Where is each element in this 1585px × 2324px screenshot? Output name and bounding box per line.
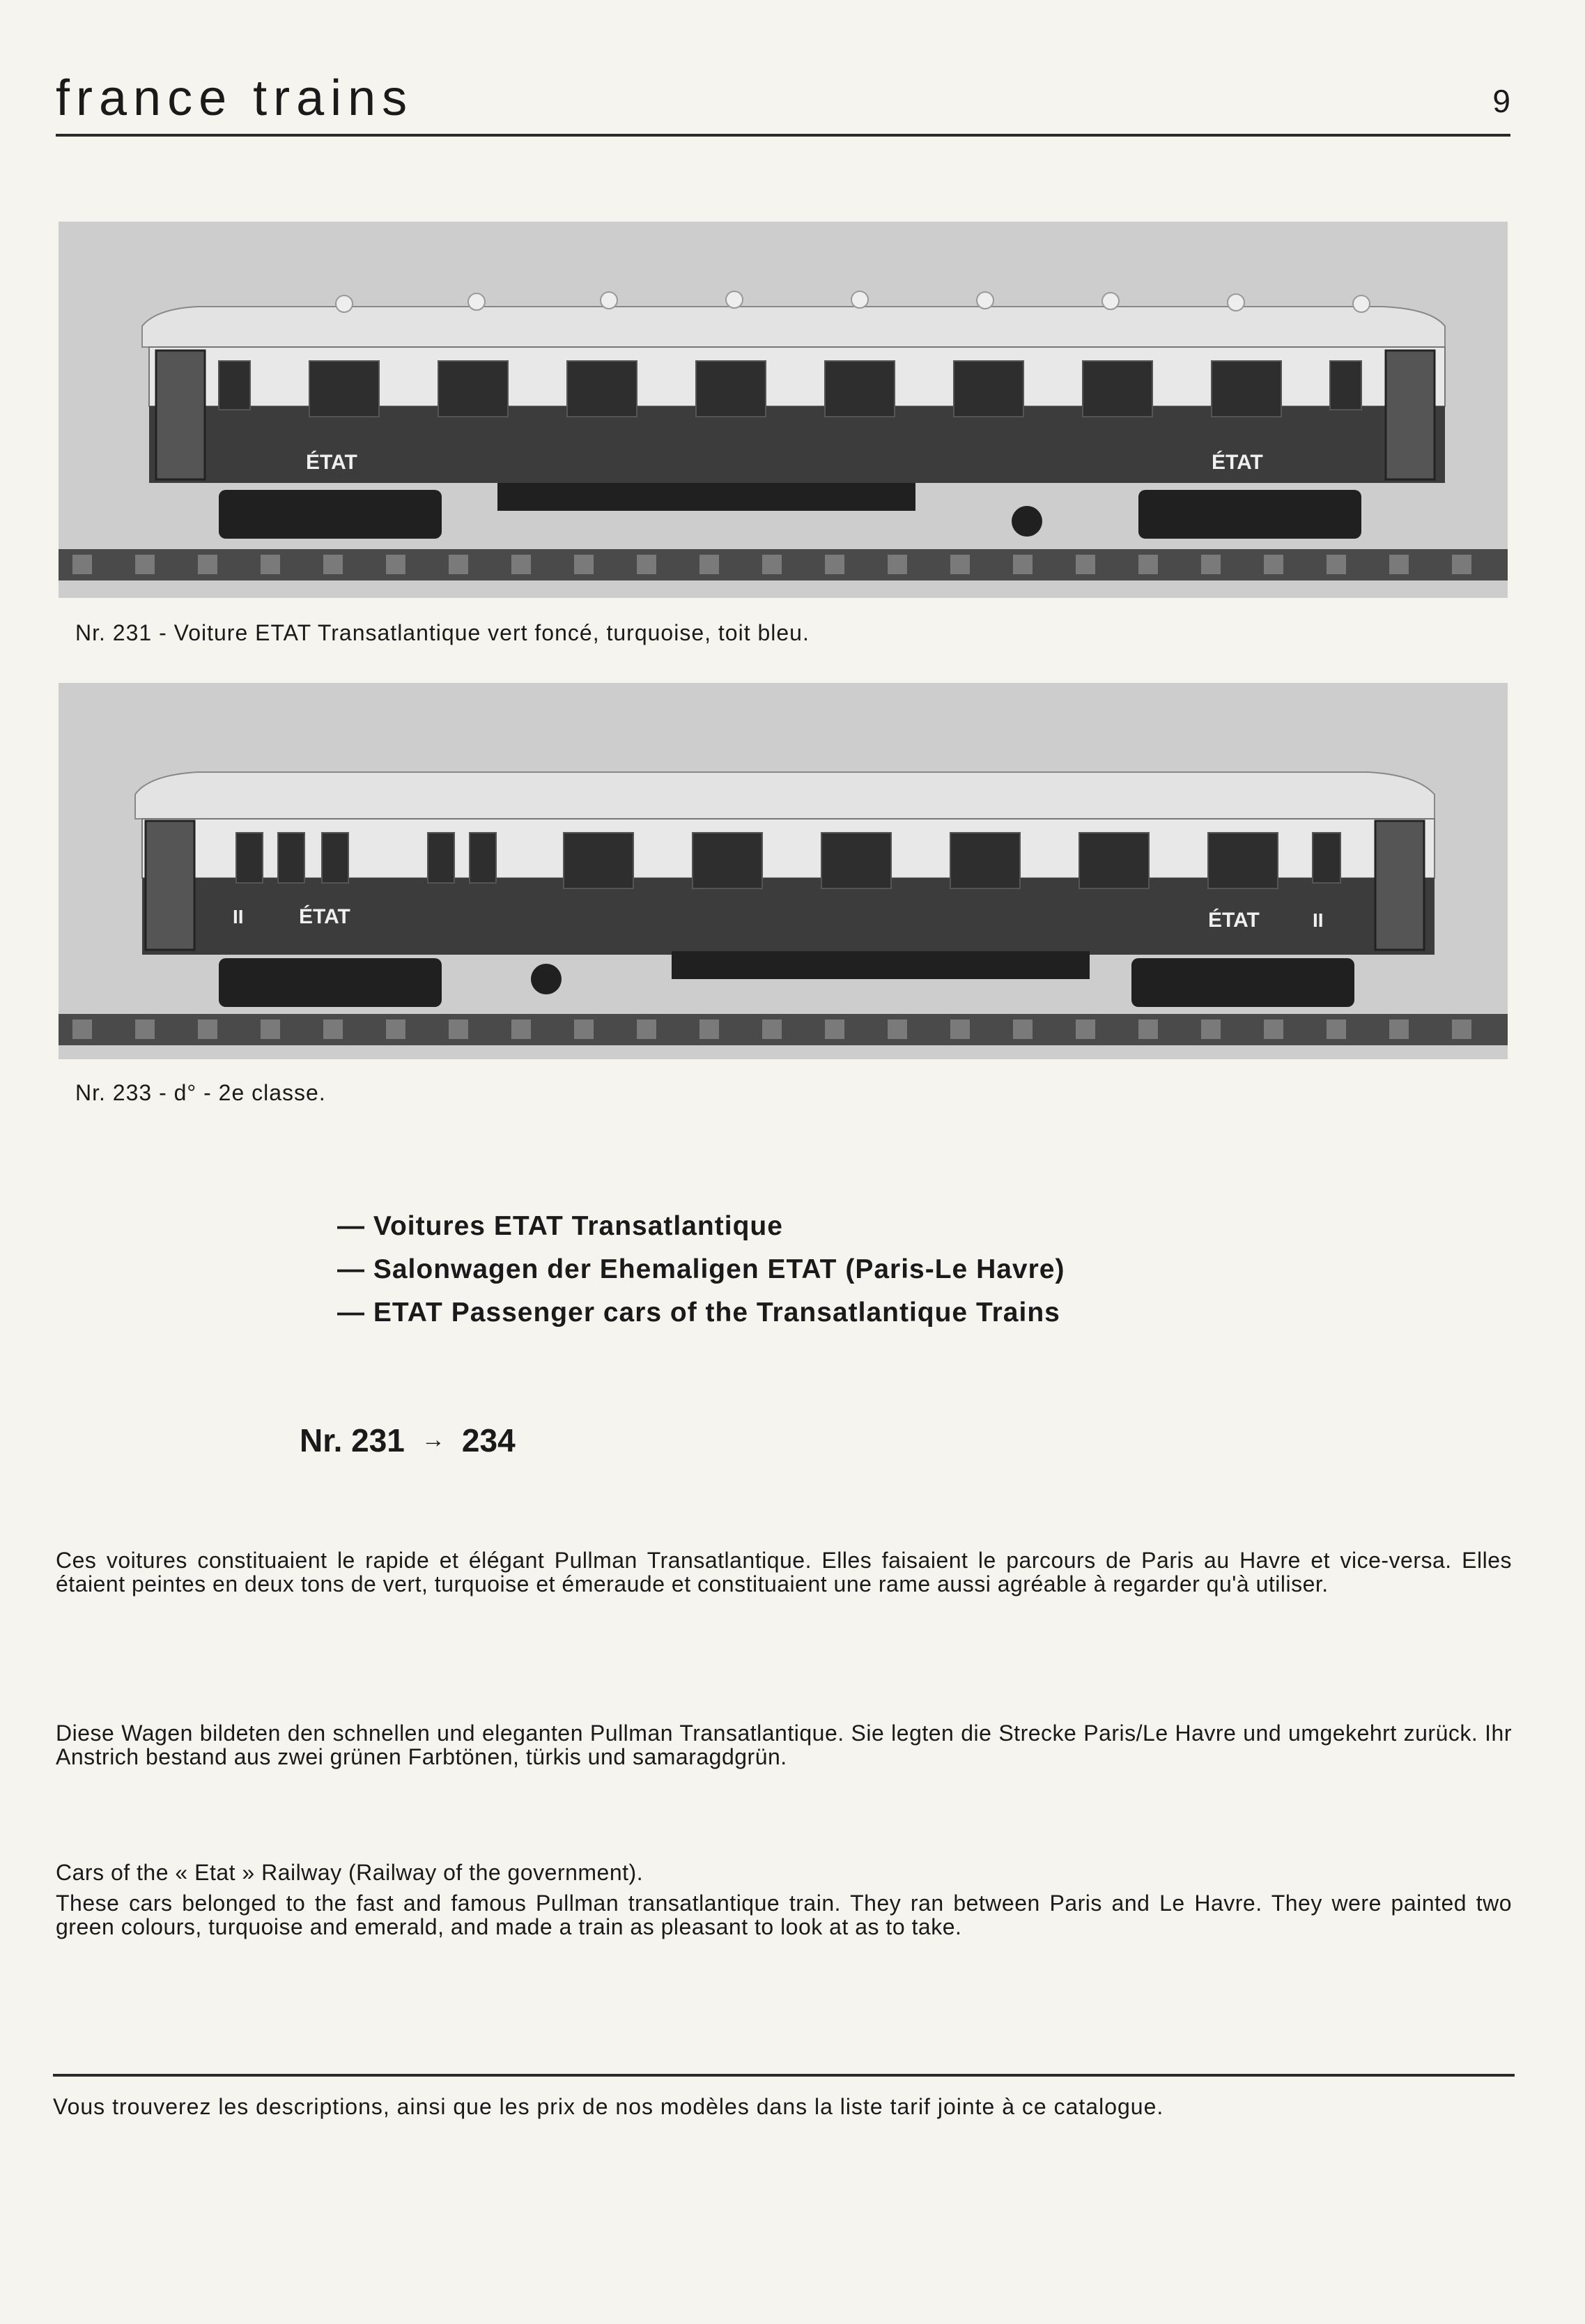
page-number: 9 <box>1492 83 1510 119</box>
photo-car-231 <box>59 222 1508 598</box>
photo-caption-231: Nr. 231 - Voiture ETAT Transatlantique vert foncé, turquoise, toit bleu. <box>75 620 810 645</box>
svg-text:ÉTAT: ÉTAT <box>299 905 350 928</box>
headline-fr: — Voitures ETAT Transatlantique <box>337 1211 783 1241</box>
svg-text:II: II <box>233 906 244 928</box>
paragraph-english-text: These cars belonged to the fast and famous Pullman transatlantique train. They ran between Paris and Le Havre. They were painted two green colours, turquoise and emerald, and made a train as pleasant to look at as to take. <box>56 1891 1512 1939</box>
headline-en: — ETAT Passenger cars of the Transatlantique Trains <box>337 1298 1060 1328</box>
paragraph-english <box>56 1861 1512 1939</box>
range-end: 234 <box>461 1422 516 1459</box>
photo-caption-233: Nr. 233 - d° - 2e classe. <box>75 1080 326 1105</box>
car-233-illustration <box>59 683 1508 1059</box>
footer-rule <box>53 2074 1515 2077</box>
range-start: Nr. 231 <box>300 1422 405 1459</box>
paragraph-german-text: Diese Wagen bildeten den schnellen und eleganten Pullman Transatlantique. Sie legten die Strecke Paris/Le Havre und umgekehrt zurück. Ihr Anstrich bestand aus zwei grünen Farbtönen, türkis und samaragdgrün. <box>56 1721 1512 1769</box>
car-231-illustration <box>59 222 1508 598</box>
paragraph-french <box>56 1548 1512 1596</box>
header-rule <box>56 134 1510 137</box>
catalog-brand-title: france trains <box>56 70 414 126</box>
footer-note: Vous trouverez les descriptions, ainsi que les prix de nos modèles dans la liste tarif jointe à ce catalogue. <box>53 2094 1164 2119</box>
right-arrow-icon: → <box>421 1426 445 1453</box>
svg-text:II: II <box>1313 909 1324 931</box>
photo-car-233 <box>59 683 1508 1059</box>
paragraph-english-intro: Cars of the « Etat » Railway (Railway of the government). <box>56 1860 644 1885</box>
svg-text:ÉTAT: ÉTAT <box>1208 909 1260 932</box>
svg-text:ÉTAT: ÉTAT <box>1212 451 1263 474</box>
paragraph-french-text: Ces voitures constituaient le rapide et élégant Pullman Transatlantique. Elles faisaient le parcours de Paris au Havre et vice-versa. Elles étaient peintes en deux tons de vert, turquoise et émeraude et constituaient une rame aussi agréable à regarder qu'à utiliser. <box>56 1548 1512 1596</box>
headline-de: — Salonwagen der Ehemaligen ETAT (Paris-Le Havre) <box>337 1254 1065 1284</box>
model-number-range <box>300 1422 516 1459</box>
paragraph-german <box>56 1721 1512 1769</box>
svg-text:ÉTAT: ÉTAT <box>306 451 357 474</box>
